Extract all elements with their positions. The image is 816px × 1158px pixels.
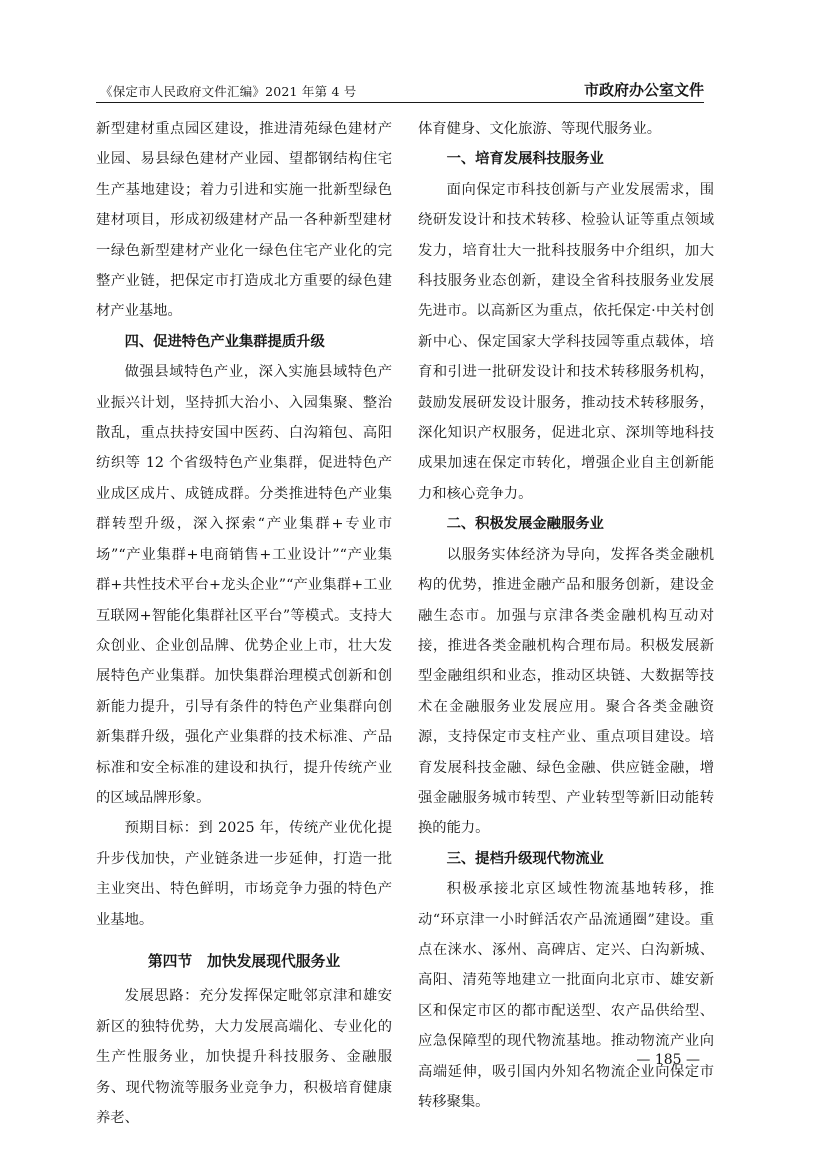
paragraph-tech-services: 面向保定市科技创新与产业发展需求，围绕研发设计和技术转移、检验认证等重点领域发力，培育壮大一批科技服务中介组织，加大科技服务业态创新，建设全省科技服务业发展先进市。以高新区为重点，依托保定·中关村创新中心、保定国家大学科技园等重点载体，培育和引进一批研发设计和技术转移服务机构，鼓励发展研发设计服务，推动技术转移服务，深化知识产权服务，促进北京、深圳等地科技成果加速在保定市转化，增强企业自主创新能力和核心竞争力。: [418, 181, 714, 502]
paragraph-continuation: 体育健身、文化旅游、等现代服务业。: [418, 121, 662, 137]
heading-industry-clusters: 四、促进特色产业集群提质升级: [124, 333, 325, 350]
heading-finance-services: 二、积极发展金融服务业: [446, 516, 604, 533]
paragraph-industry-clusters: 做强县域特色产业，深入实施县域特色产业振兴计划，坚持抓大治小、入园集聚、整治散乱，重点扶持安国中医药、白沟箱包、高阳纺织等 12 个省级特色产业集群，促进特色产业成区成片、成链成群。分类推进特色产业集群转型升级，深入探索“产业集群+专业市场”“产业集群+电商销售+工业设计”“产业集群+共性技术平台+龙头企业”“产业集群+工业互联网+智能化集群社区平台”等模式。支持大众创业、企业创品牌、优势企业上市，壮大发展特色产业集群。加快集群治理模式创新和创新能力提升，引导有条件的特色产业集群向创新集群升级，强化产业集群的技术标准、产品标准和安全标准的建设和执行，提升传统产业的区域品牌形象。: [96, 364, 392, 806]
paragraph-development-ideas: 发展思路：充分发挥保定毗邻京津和雄安新区的独特优势，大力发展高端化、专业化的生产性服务业，加快提升科技服务、金融服务、现代物流等服务业竞争力，积极培育健康养老、: [96, 988, 392, 1126]
publication-title: 《保定市人民政府文件汇编》2021 年第 4 号: [100, 84, 357, 99]
heading-logistics: 三、提档升级现代物流业: [446, 850, 604, 867]
page-number: — 185 —: [636, 1052, 700, 1068]
paragraph-building-materials: 新型建材重点园区建设，推进清苑绿色建材产业园、易县绿色建材产业园、望都钢结构住宅生产基地建设；着力引进和实施一批新型绿色建材项目，形成初级建材产品一各种新型建材一绿色新型建材产业化一绿色住宅产业化的完整产业链，把保定市打造成北方重要的绿色建材产业基地。: [96, 121, 392, 320]
paragraph-finance-services: 以服务实体经济为导向，发挥各类金融机构的优势，推进金融产品和服务创新，建设金融生态市。加强与京津各类金融机构互动对接，推进各类金融机构合理布局。积极发展新型金融组织和业态，推动区块链、大数据等技术在金融服务业发展应用。聚合各类金融资源，支持保定市支柱产业、重点项目建设。培育发展科技金融、绿色金融、供应链金融，增强金融服务城市转型、产业转型等新旧动能转换的能力。: [418, 546, 714, 837]
heading-tech-services: 一、培育发展科技服务业: [446, 151, 604, 168]
section-label: 市政府办公室文件: [583, 81, 704, 99]
right-column: [418, 114, 714, 1117]
section-title-services: 第四节 加快发展现代服务业: [147, 952, 341, 970]
left-column: [96, 114, 392, 1133]
header-divider: [96, 102, 704, 103]
paragraph-expected-goal: 预期目标：到 2025 年，传统产业优化提升步伐加快，产业链条进一步延伸，打造一批主业突出、特色鲜明，市场竞争力强的特色产业基地。: [96, 820, 392, 928]
paragraph-logistics: 积极承接北京区域性物流基地转移，推动“环京津一小时鲜活农产品流通圈”建设。重点在涞水、涿州、高碑店、定兴、白沟新城、高阳、清苑等地建立一批面向北京市、雄安新区和保定市区的都市配送型、农产品供给型、应急保障型的现代物流基地。推动物流产业向高端延伸，吸引国内外知名物流企业向保定市转移聚集。: [418, 881, 714, 1110]
